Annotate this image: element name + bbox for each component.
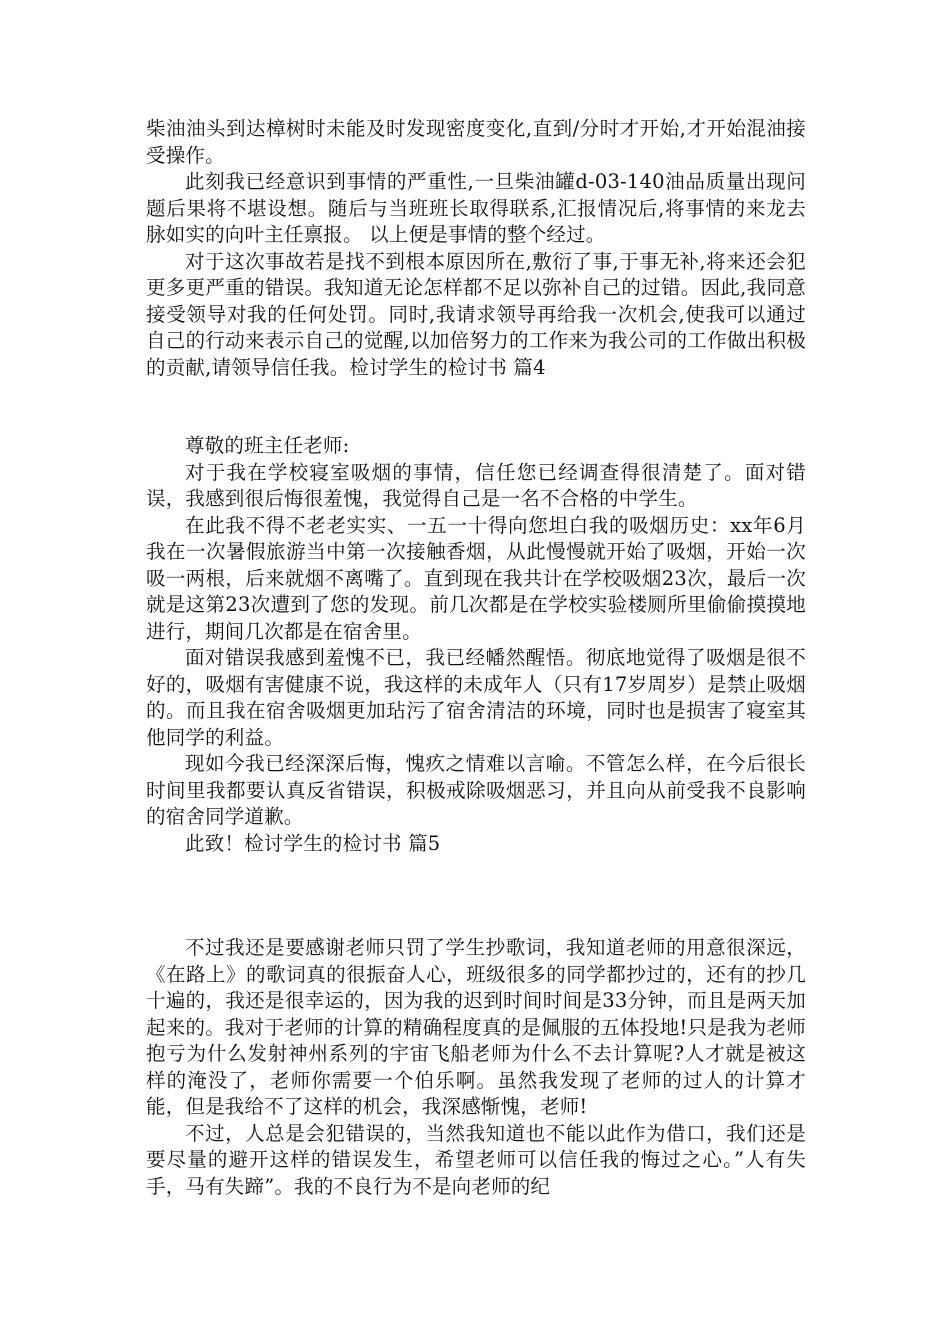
paragraph-c2: 不过，人总是会犯错误的，当然我知道也不能以此作为借口，我们还是要尽量的避开这样的错误发生，希望老师可以信任我的悔过之心。”人有失手，马有失蹄”。我的不良行为不是向老师的纪 — [146, 1121, 806, 1198]
paragraph-b1: 对于我在学校寝室吸烟的事情，信任您已经调查得很清楚了。面对错误，我感到很后悔很羞愧，我觉得自己是一名不合格的中学生。 — [146, 460, 806, 510]
paragraph-b2: 在此我不得不老老实实、一五一十得向您坦白我的吸烟历史：xx年6月我在一次暑假旅游当中第一次接触香烟，从此慢慢就开始了吸烟，开始一次吸一两根，后来就烟不离嘴了。直到现在我共计在学校吸烟23次，最后一次就是这第23次遭到了您的发现。前几次都是在学校实验楼厕所里偷偷摸摸地进行，期间几次都是在宿舍里。 — [146, 513, 806, 643]
paragraph-a1: 柴油油头到达樟树时未能及时发现密度变化,直到/分时才开始,才开始混油接受操作。 — [146, 117, 806, 167]
paragraph-b3: 面对错误我感到羞愧不已，我已经幡然醒悟。彻底地觉得了吸烟是很不好的，吸烟有害健康不说，我这样的未成年人（只有17岁周岁）是禁止吸烟的。而且我在宿舍吸烟更加玷污了宿舍清洁的环境，同时也是损害了寝室其他同学的利益。 — [146, 646, 806, 749]
paragraph-b5: 此致！检讨学生的检讨书 篇5 — [185, 831, 441, 855]
paragraph-c1: 不过我还是要感谢老师只罚了学生抄歌词，我知道老师的用意很深远，《在路上》的歌词真的很振奋人心，班级很多的同学都抄过的，还有的抄几十遍的，我还是很幸运的，因为我的迟到时间时间是33分钟，而且是两天加起来的。我对于老师的计算的精确程度真的是佩服的五体投地!只是我为老师抱亏为什么发射神州系列的宇宙飞船老师为什么不去计算呢?人才就是被这样的淹没了，老师你需要一个伯乐啊。虽然我发现了老师的过人的计算才能，但是我给不了这样的机会，我深感惭愧，老师! — [146, 936, 806, 1118]
salutation: 尊敬的班主任老师: — [185, 434, 350, 457]
section-gap — [146, 857, 806, 935]
paragraph-b4: 现如今我已经深深后悔，愧疚之情难以言喻。不管怎么样，在今后很长时间里我都要认真反省错误，积极戒除吸烟恶习，并且向从前受我不良影响的宿舍同学道歉。 — [146, 752, 806, 828]
paragraph-a3: 对于这次事故若是找不到根本原因所在,敷衍了事,于事无补,将来还会犯更多更严重的错误。我知道无论怎样都不足以弥补自己的过错。因此,我同意接受领导对我的任何处罚。同时,我请求领导再给我一次机会,使我可以通过自己的行动来表示自己的觉醒,以加倍努力的工作来为我公司的工作做出积极的贡献,请领导信任我。检讨学生的检讨书 篇4 — [146, 249, 806, 379]
section-gap — [146, 381, 806, 433]
paragraph-a2: 此刻我已经意识到事情的严重性,一旦柴油罐d-03-140油品质量出现问题后果将不堪设想。随后与当班班长取得联系,汇报情况后,将事情的来龙去脉如实的向叶主任禀报。 以上便是事情的整个经过。 — [146, 170, 806, 246]
document-page — [146, 116, 806, 1200]
